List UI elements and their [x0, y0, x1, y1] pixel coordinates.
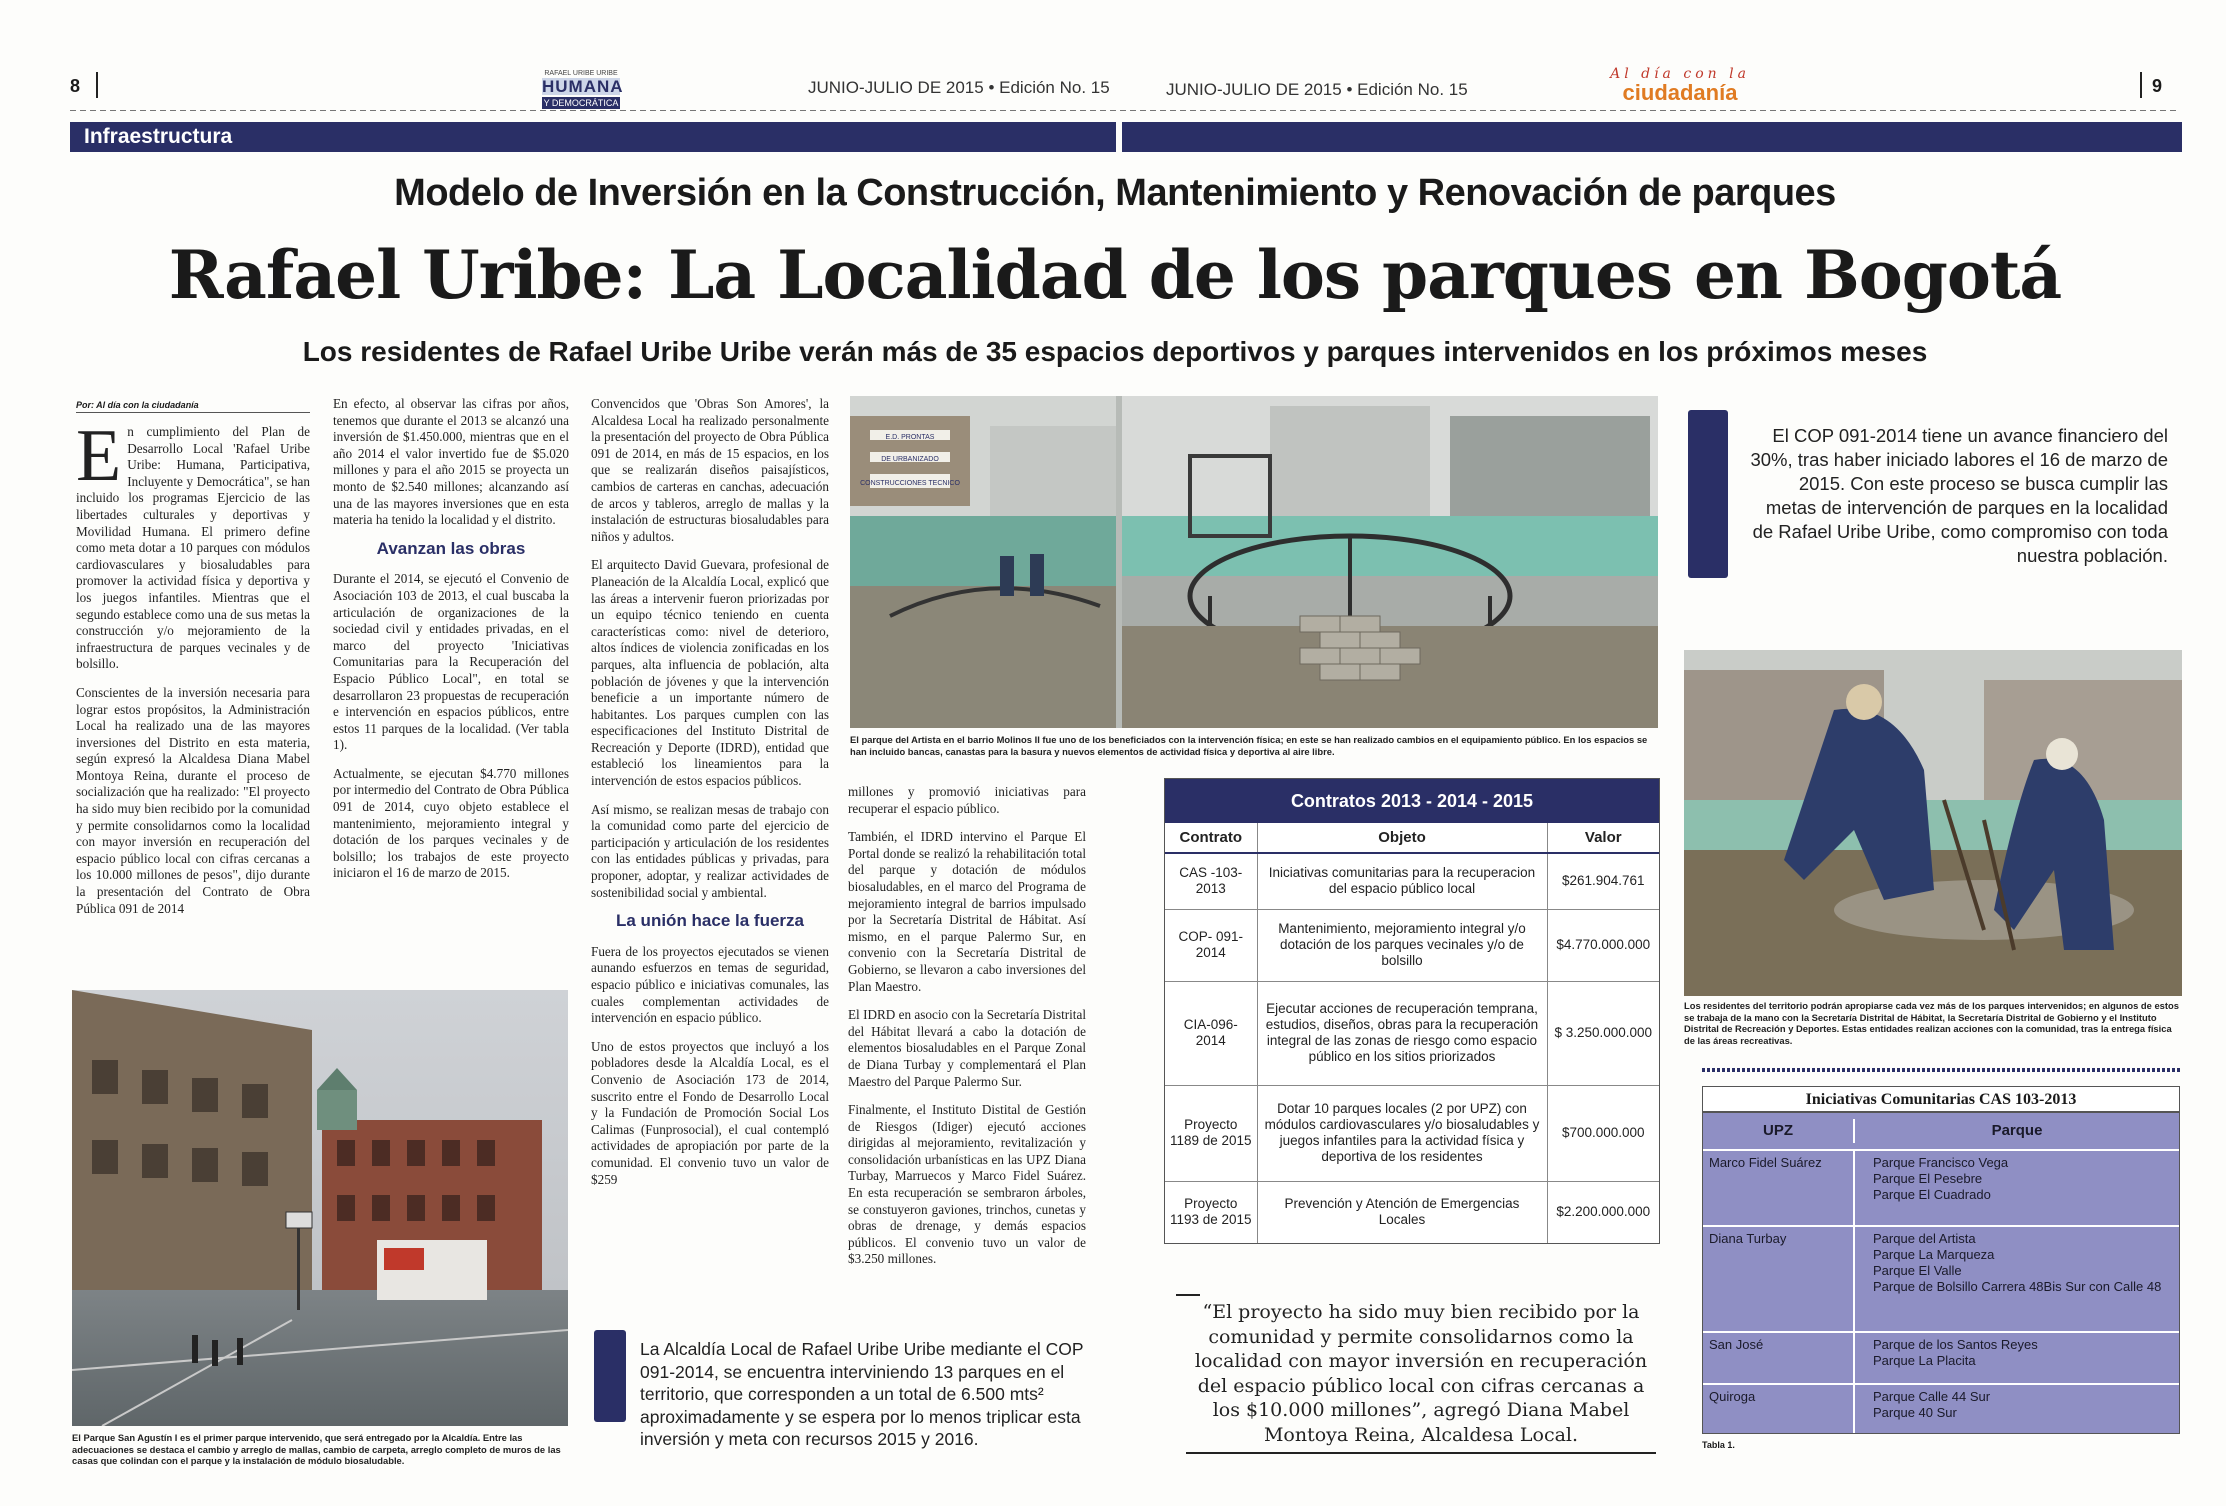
paragraph: El IDRD en asocio con la Secretaría Distrital del Hábitat llevará a cabo la dotación de elementos biosaludables en el Parque Zonal de Diana Turbay y complementará el Plan Maestro del Parque Palermo Sur.	[848, 1007, 1086, 1089]
table-cell: CIA-096-2014	[1165, 981, 1257, 1085]
section-label: Infraestructura	[84, 125, 233, 148]
photo-sign-text: CONSTRUCCIONES TECNICO	[860, 480, 960, 487]
table-row	[1165, 1085, 1659, 1181]
paragraph: millones y promovió iniciativas para recuperar el espacio público.	[848, 784, 1086, 816]
article-column-3	[591, 396, 829, 1200]
callout-bottom-text: La Alcaldía Local de Rafael Uribe Uribe mediante el COP 091-2014, se encuentra interviniendo 13 parques en el territorio, que corresponden a un total de 6.500 mts² aproximadamente y se espera por lo menos triplicar esta inversión y meta con recursos 2015 y 2016.	[640, 1339, 1084, 1449]
table-cell: Mantenimiento, mejoramiento integral y/o dotación de los parques vecinales y/o de bolsillo	[1257, 909, 1547, 981]
byline-block	[76, 400, 310, 413]
iniciativas-table	[1702, 1086, 2180, 1450]
section-band-left	[70, 122, 1116, 152]
paragraph: También, el IDRD intervino el Parque El Portal donde se realizó la rehabilitación total del parque y dotación de módulos biosaludables, en el marco del Programa de mejoramiento integral de barrios impulsado por la Secretaría Distrital de Hábitat. Así mismo, en el parque Palermo Sur, en convenio con la Secretaría Distrital de Gobierno, se llevaron a cabo inversiones del Plan Maestro.	[848, 829, 1086, 994]
table-cell: Iniciativas comunitarias para la recuperacion del espacio público local	[1257, 853, 1547, 909]
article-column-4	[848, 784, 1086, 1280]
date-line-right: JUNIO-JULIO DE 2015 • Edición No. 15	[1166, 80, 1468, 99]
contracts-table	[1164, 778, 1660, 1244]
page-divider-left	[96, 72, 98, 98]
photo-sign-text: E.D. PRONTAS	[885, 434, 935, 441]
subheading-avanzan: Avanzan las obras	[376, 538, 526, 558]
paragraph: Así mismo, se realizan mesas de trabajo con la comunidad como parte del ejercicio de participación y articulación de los residentes con las entidades públicas y privadas, para proponer, adoptar, y realizar actividades de sostenibilidad social y ambiental.	[591, 801, 829, 900]
parque-cell: Parque del Artista Parque La Marqueza Parque El Valle Parque de Bolsillo Carrera 48Bis Sur con Calle 48	[1853, 1227, 2179, 1331]
supertitle: Modelo de Inversión en la Construcción, Mantenimiento y Renovación de parques	[394, 172, 1836, 214]
upz-cell: San José	[1709, 1337, 1764, 1352]
upz-cell: Diana Turbay	[1709, 1231, 1787, 1246]
callout-bar-bottom	[594, 1330, 626, 1422]
quote-rule	[1186, 1452, 1656, 1454]
table-row	[1703, 1383, 2179, 1433]
page-number-right: 9	[2152, 76, 2163, 96]
works-photo-caption: El parque del Artista en el barrio Molinos II fue uno de los beneficiados con la intervención física; en este se han realizado cambios en el equipamiento público. En los espacios se han incluido bancas, canastas para la basura y nuevos elementos de actividad física y deportiva al aire libre.	[850, 734, 1648, 757]
article-column-1	[76, 415, 310, 929]
column-header: Objeto	[1257, 823, 1547, 853]
park-photo	[72, 990, 568, 1426]
paragraph: Finalmente, el Instituto Distital de Gestión de Riesgos (Idiger) ejecutó acciones dirigidas al mejoramiento, revitalización y consolidación urbanísticas en las UPZ Diana Turbay, Marruecos y Marco Fidel Suárez. En esta recuperación se sembraron árboles, se constuyeron gaviones, trinchos, cunetas y obras de drenage, y demás espacios públicos. El convenio tuvo un valor de $3.250 millones.	[848, 1102, 1086, 1267]
parque-cell: Parque Francisco Vega Parque El Pesebre Parque El Cuadrado	[1853, 1151, 2179, 1225]
column-header: Contrato	[1165, 823, 1257, 853]
table-cell: Proyecto 1189 de 2015	[1165, 1085, 1257, 1181]
paragraph: Conscientes de la inversión necesaria para lograr estos propósitos, la Administración Local ha realizado una de las mayores inversiones del Distrito en esta materia, según expresó la Alcaldesa Diana Mabel Montoya Reina, durante el proceso de socialización que ha realizado: "El proyecto ha sido muy bien recibido por la comunidad y permite consolidarnos como la localidad con mayor inversión en recuperación del espacio público local con cifras cercanas a los 10.000 millones de pesos", dijo durante la presentación del Contrato de Obra Pública 091 de 2014	[76, 684, 310, 916]
parque-cell: Parque Calle 44 Sur Parque 40 Sur	[1853, 1385, 2179, 1433]
parque-cell: Parque de los Santos Reyes Parque La Placita	[1853, 1333, 2179, 1383]
table-top-rule	[1702, 1068, 2180, 1072]
drop-cap: E	[76, 415, 122, 497]
paragraph: Durante el 2014, se ejecutó el Convenio de Asociación 103 de 2013, el cual buscaba la articulación de organizaciones de la sociedad civil y entidades privadas, en el marco del proyecto 'Iniciativas Comunitarias para la Recuperación del Espacio Público Local", en total se desarrollaron 23 propuestas de recuperación e intervención en espacios públicos, entre estos 11 parques de la localidad. (Ver tabla 1).	[333, 571, 569, 753]
table-cell: Proyecto 1193 de 2015	[1165, 1181, 1257, 1243]
table-row	[1165, 909, 1659, 981]
table-cell: COP- 091- 2014	[1165, 909, 1257, 981]
table-cell: Dotar 10 parques locales (2 por UPZ) con módulos cardiovasculares y/o biosaludables y juegos infantiles para la actividad física y deportiva de los residentes	[1257, 1085, 1547, 1181]
column-header: Parque	[1853, 1119, 2179, 1143]
table-row	[1703, 1331, 2179, 1383]
paragraph: En cumplimiento del Plan de Desarrollo Local 'Rafael Uribe Uribe: Humana, Participativa, Incluyente y Democrática", se han incluido los programas Ejercicio de las libertades culturales y deportivas y Movilidad Humana. El primero define como meta dotar a 10 parques con módulos cardiovasculares y biosaludables para promover la actividad física y deportiva y los juegos infantiles. Mientras que el segundo establece como una de sus metas la construcción y/o mejoramiento de la infraestructura de parques vecinales y de bolsillo.	[76, 415, 310, 672]
iniciativas-table-title: Iniciativas Comunitarias CAS 103-2013	[1702, 1086, 2180, 1112]
iniciativas-header-row	[1703, 1113, 2179, 1149]
upz-cell: Marco Fidel Suárez	[1709, 1155, 1822, 1170]
ciudadania-logo: Al día con la ciudadanía	[1610, 66, 1750, 105]
callout-right-text: El COP 091-2014 tiene un avance financiero del 30%, tras haber iniciado labores el 16 de marzo de 2015. Con este proceso se busca cumplir las metas de intervención de parques en la localidad de Rafael Uribe Uribe, como compromiso con toda nuestra población.	[1750, 425, 2168, 566]
headline: Rafael Uribe: La Localidad de los parques en Bogotá	[168, 236, 2062, 314]
table-row	[1703, 1225, 2179, 1331]
table-cell: Prevención y Atención de Emergencias Locales	[1257, 1181, 1547, 1243]
workers-photo	[1684, 650, 2182, 996]
paragraph: Uno de estos proyectos que incluyó a los pobladores desde la Alcaldía Local, es el Convenio de Asociación 173 de 2014, suscrito entre el Fondo de Desarrollo Local y la Fundación de Promoción Social Los Calimas (Funprosocial), el cual contempló actividades de apropiación por parte de la comunidad. El convenio tuvo un valor de $259	[591, 1038, 829, 1187]
page-number-left: 8	[70, 76, 81, 96]
table-row	[1165, 853, 1659, 909]
date-line-left: JUNIO-JULIO DE 2015 • Edición No. 15	[808, 78, 1110, 97]
table-cell: $4.770.000.000	[1547, 909, 1659, 981]
park-photo-caption: El Parque San Agustín I es el primer parque intervenido, que será entregado por la Alcaldía. Entre las adecuaciones se destaca el cambio y arreglo de mallas, cambio de carpeta, arreglo completo de muros de las casas que colindan con el parque y la instalación de módulo biosaludable.	[72, 1432, 561, 1467]
table-cell: $700.000.000	[1547, 1085, 1659, 1181]
contracts-table-title: Contratos 2013 - 2014 - 2015	[1165, 779, 1659, 823]
paragraph: En efecto, al observar las cifras por años, tenemos que durante el 2013 se alcanzó una inversión de $1.450.000, mientras que en el año 2014 el valor invertido fue de $5.020 millones y para el año 2015 se proyecta un monto de $2.540 millones; alcanzando así una de las mayores inversiones que en esta materia ha tenido la localidad y el distrito.	[333, 396, 569, 528]
paragraph: Actualmente, se ejecutan $4.770 millones por intermedio del Contrato de Obra Pública 091 de 2014, cuyo objeto establece el mantenimiento, mejoramiento integral y dotación de los parques vecinales y de bolsillo; los trabajos de este proyecto iniciaron el 16 de marzo de 2015.	[333, 765, 569, 881]
quote-rule	[1176, 1294, 1200, 1296]
callout-bar-right	[1688, 410, 1728, 578]
subhead: Los residentes de Rafael Uribe Uribe verán más de 35 espacios deportivos y parques intervenidos en los próximos meses	[302, 336, 1928, 367]
page-divider-right	[2140, 72, 2142, 98]
humana-logo: RAFAEL URIBE URIBE HUMANA Y DEMOCRÁTICA	[542, 70, 624, 108]
subheading-union: La unión hace la fuerza	[616, 911, 804, 931]
section-band-right	[1122, 122, 2182, 152]
table-cell: $ 3.250.000.000	[1547, 981, 1659, 1085]
table-row	[1165, 981, 1659, 1085]
table-cell: $2.200.000.000	[1547, 1181, 1659, 1243]
header-rule	[70, 110, 2180, 111]
photo-sign-text: DE URBANIZADO	[881, 456, 939, 463]
upz-cell: Quiroga	[1709, 1389, 1756, 1404]
table-cell: $261.904.761	[1547, 853, 1659, 909]
byline: Por: Al día con la ciudadanía	[76, 400, 310, 413]
paragraph: El arquitecto David Guevara, profesional de Planeación de la Alcaldía Local, explicó que las áreas a intervenir fueron priorizadas por un equipo técnico teniendo en cuenta características como: nivel de deterioro, altos índices de violencia zonificadas en los parques, alta influencia de población, alta población de jóvenes y que la intervención beneficie a un importante número de habitantes. Los parques cumplen con las especificaciones del Instituto Distrital de Recreación y Deporte (IDRD), entidad que estableció los lineamientos para la intervención de estos espacios públicos.	[591, 557, 829, 789]
column-header: Valor	[1547, 823, 1659, 853]
workers-photo-caption: Los residentes del territorio podrán apropiarse cada vez más de los parques intervenidos; en algunos de estos se trabaja de la mano con la Secretaría Distrital de Hábitat, la Secretaría Distrital de Gobierno y el Instituto Distrital de Recreación y Deportes. Estas entidades realizan acciones con la comunidad, tras la entrega física de las áreas recreativas.	[1684, 1000, 2179, 1046]
article-column-2	[333, 396, 569, 894]
pull-quote: “El proyecto ha sido muy bien recibido por la comunidad y permite consolidarnos como la localidad con mayor inversión en recuperación del espacio público local con cifras cercanas a los $10.000 millones”, agregó Diana Mabel Montoya Reina, Alcaldesa Local.	[1194, 1301, 1648, 1446]
paragraph: Fuera de los proyectos ejecutados se vienen aunando esfuerzos en temas de seguridad, espacio público e iniciativas comunales, las cuales complementan actividades de intervención en espacio público.	[591, 943, 829, 1026]
table-cell: Ejecutar acciones de recuperación temprana, estudios, diseños, obras para la recuperación integral de las zonas de riesgo como espacio público en los sitios priorizados	[1257, 981, 1547, 1085]
contracts-table-header	[1165, 823, 1659, 853]
table-cell: CAS -103-2013	[1165, 853, 1257, 909]
column-header: UPZ	[1763, 1122, 1793, 1139]
works-photo	[850, 396, 1658, 728]
table-row	[1165, 1181, 1659, 1243]
paragraph: Convencidos que 'Obras Son Amores', la Alcaldesa Local ha realizado personalmente la presentación del proyecto de Obra Pública 091 de 2014, en más de 15 espacios, en los que se realizarán diseños paisajísticos, cambios de carteras en canchas, adecuación de arcos y tableros, arreglo de mallas y la instalación de estructuras biosaludables para niños y adultos.	[591, 396, 829, 544]
table-row	[1703, 1149, 2179, 1225]
table-footnote: Tabla 1.	[1702, 1440, 1735, 1450]
